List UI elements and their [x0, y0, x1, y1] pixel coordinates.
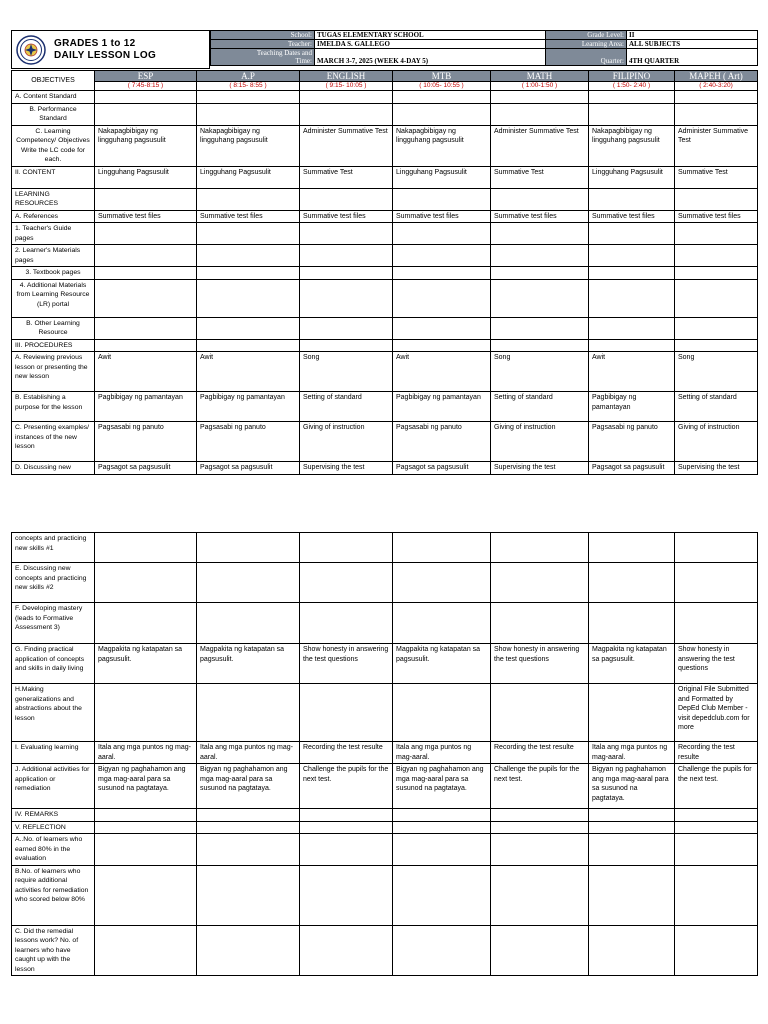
table-cell	[589, 188, 675, 210]
table-cell	[675, 339, 758, 352]
table-cell	[491, 317, 589, 339]
table-cell	[589, 339, 675, 352]
table-cell	[491, 245, 589, 267]
row-label: B. Other Learning Resource	[12, 317, 95, 339]
table-row	[12, 91, 758, 104]
table-cell	[589, 267, 675, 280]
table-cell	[589, 91, 675, 104]
subject-time: ( 1:50- 2:40 )	[589, 82, 675, 91]
table-cell	[675, 533, 758, 563]
table-cell	[393, 533, 491, 563]
table-cell	[491, 563, 589, 603]
subject-name: MTB	[393, 71, 491, 82]
table-cell: Summative test files	[393, 210, 491, 223]
row-label: 1. Teacher's Guide pages	[12, 223, 95, 245]
table-cell: Giving of instruction	[491, 422, 589, 462]
row-label: C. Did the remedial lessons work? No. of learners who have caught up with the lesson	[12, 925, 95, 976]
table-cell: Nakapagbibigay ng lingguhang pagsusulit	[393, 125, 491, 166]
row-label: 2. Learner's Materials pages	[12, 245, 95, 267]
table-cell	[300, 925, 393, 976]
table-row	[12, 563, 758, 603]
table-cell: Supervising the test	[675, 462, 758, 475]
title-grades: GRADES 1 to 12	[54, 38, 136, 49]
row-label: B. Establishing a purpose for the lesson	[12, 392, 95, 422]
title-box	[11, 30, 210, 69]
table-cell	[300, 563, 393, 603]
table-cell: Pagbibigay ng pamantayan	[95, 392, 197, 422]
table-row	[12, 684, 758, 742]
table-cell: Recording the test resulte	[300, 742, 393, 764]
table-row	[12, 644, 758, 684]
table-cell: Summative Test	[675, 166, 758, 188]
table-cell: Summative test files	[589, 210, 675, 223]
table-cell: Awit	[589, 352, 675, 392]
row-label: V. REFLECTION	[12, 821, 95, 834]
subject-time: ( 2:40-3:20)	[675, 82, 758, 91]
table-cell: Magpakita ng katapatan sa pagsusulit.	[393, 644, 491, 684]
table-cell: Setting of standard	[491, 392, 589, 422]
table-cell	[393, 563, 491, 603]
row-label: C. Learning Competency/ Objectives Write the LC code for each.	[12, 125, 95, 166]
table-cell	[95, 339, 197, 352]
table-cell	[197, 245, 300, 267]
grade-label: Grade Level:	[546, 31, 627, 40]
table-cell	[95, 809, 197, 822]
table-cell	[197, 91, 300, 104]
table-cell: Bigyan ng paghahamon ang mga mag-aaral para sa susunod na pagtataya.	[589, 764, 675, 809]
table-cell: Itala ang mga puntos ng mag-aaral.	[589, 742, 675, 764]
table-cell	[393, 317, 491, 339]
table-cell	[300, 603, 393, 644]
subject-time: ( 8:15- 8:55 )	[197, 82, 300, 91]
table-row	[12, 166, 758, 188]
table-row	[12, 279, 758, 317]
table-cell	[95, 103, 197, 125]
teacher-value: IMELDA S. GALLEGO	[315, 40, 546, 49]
table-cell	[300, 865, 393, 925]
subject-time-row	[12, 82, 758, 91]
table-cell	[491, 925, 589, 976]
row-label: F. Developing mastery (leads to Formative Assessment 3)	[12, 603, 95, 644]
dates-label-line2: Time:	[295, 57, 312, 65]
row-label: E. Discussing new concepts and practicing new skills #2	[12, 563, 95, 603]
table-cell	[95, 279, 197, 317]
table-cell	[197, 684, 300, 742]
table-cell: Administer Summative Test	[491, 125, 589, 166]
table-cell	[300, 267, 393, 280]
table-cell: Song	[675, 352, 758, 392]
row-label: concepts and practicing new skills #1	[12, 533, 95, 563]
table-cell	[197, 563, 300, 603]
subject-time: ( 7:45-8:15 )	[95, 82, 197, 91]
table-cell: Magpakita ng katapatan sa pagsusulit.	[95, 644, 197, 684]
table-row	[12, 317, 758, 339]
table-cell: Challenge the pupils for the next test.	[675, 764, 758, 809]
dll-header	[11, 30, 757, 70]
table-cell	[95, 533, 197, 563]
table-cell	[197, 279, 300, 317]
dates-label	[211, 49, 315, 66]
table-cell	[393, 223, 491, 245]
table-cell: Summative test files	[491, 210, 589, 223]
table-cell: Lingguhang Pagsusulit	[393, 166, 491, 188]
table-cell	[589, 603, 675, 644]
subject-time: ( 9:15- 10:05 )	[300, 82, 393, 91]
quarter-value: 4TH QUARTER	[627, 49, 758, 66]
table-cell: Pagsagot sa pagsusulit	[197, 462, 300, 475]
table-cell	[589, 103, 675, 125]
table-cell: Supervising the test	[491, 462, 589, 475]
table-cell	[589, 684, 675, 742]
table-cell: Pagsasabi ng panuto	[393, 422, 491, 462]
page-2	[0, 532, 768, 1024]
table-row	[12, 245, 758, 267]
subject-name: A.P	[197, 71, 300, 82]
table-row	[12, 742, 758, 764]
table-cell	[197, 223, 300, 245]
table-cell: Show honesty in answering the test questions	[491, 644, 589, 684]
table-cell	[589, 279, 675, 317]
table-cell	[491, 834, 589, 866]
subject-time: ( 10:05- 10:55 )	[393, 82, 491, 91]
subject-time: ( 1:00-1:50 )	[491, 82, 589, 91]
area-label: Learning Area:	[546, 40, 627, 49]
table-row	[12, 422, 758, 462]
table-cell	[491, 603, 589, 644]
table-cell	[491, 821, 589, 834]
table-cell	[300, 533, 393, 563]
subject-name: ESP	[95, 71, 197, 82]
table-cell: Challenge the pupils for the next test.	[300, 764, 393, 809]
area-value: ALL SUBJECTS	[627, 40, 758, 49]
table-cell	[300, 103, 393, 125]
table-cell	[675, 188, 758, 210]
table-cell	[197, 533, 300, 563]
table-cell: Lingguhang Pagsusulit	[589, 166, 675, 188]
table-row	[12, 267, 758, 280]
table-cell: Lingguhang Pagsusulit	[95, 166, 197, 188]
table-cell	[675, 279, 758, 317]
table-cell: Summative test files	[300, 210, 393, 223]
table-cell	[675, 925, 758, 976]
table-cell	[95, 267, 197, 280]
table-cell	[95, 317, 197, 339]
table-cell	[393, 103, 491, 125]
table-cell: Original File Submitted and Formatted by DepEd Club Member - visit depedclub.com for more	[675, 684, 758, 742]
table-cell: Awit	[197, 352, 300, 392]
table-cell: Supervising the test	[300, 462, 393, 475]
table-cell: Administer Summative Test	[300, 125, 393, 166]
table-cell	[300, 834, 393, 866]
table-row	[12, 764, 758, 809]
table-cell	[197, 103, 300, 125]
subject-name: MATH	[491, 71, 589, 82]
table-cell: Pagbibigay ng pamantayan	[589, 392, 675, 422]
table-cell: Show honesty in answering the test questions	[300, 644, 393, 684]
row-label: IV. REMARKS	[12, 809, 95, 822]
table-cell	[300, 809, 393, 822]
table-cell	[95, 91, 197, 104]
table-cell	[393, 603, 491, 644]
table-cell: Bigyan ng paghahamon ang mga mag-aaral para sa susunod na pagtataya.	[197, 764, 300, 809]
table-cell: Nakapagbibigay ng lingguhang pagsusulit	[197, 125, 300, 166]
table-cell	[589, 925, 675, 976]
table-cell	[491, 339, 589, 352]
table-cell: Summative test files	[675, 210, 758, 223]
table-row	[12, 865, 758, 925]
subject-name: MAPEH ( Art)	[675, 71, 758, 82]
dates-label-line1: Teaching Dates and	[256, 49, 312, 57]
table-cell: Magpakita ng katapatan sa pagsusulit.	[197, 644, 300, 684]
table-cell	[95, 603, 197, 644]
table-cell	[675, 809, 758, 822]
table-cell	[675, 317, 758, 339]
table-cell	[675, 245, 758, 267]
teacher-label: Teacher:	[211, 40, 315, 49]
table-cell	[491, 684, 589, 742]
table-cell	[589, 317, 675, 339]
table-cell: Giving of instruction	[300, 422, 393, 462]
quarter-label: Quarter:	[546, 49, 627, 66]
table-row	[12, 533, 758, 563]
header-info-table	[210, 30, 758, 66]
table-cell	[300, 339, 393, 352]
row-label: A. Content Standard	[12, 91, 95, 104]
subject-name: ENGLISH	[300, 71, 393, 82]
table-cell	[675, 223, 758, 245]
table-row	[12, 821, 758, 834]
table-cell	[393, 834, 491, 866]
table-cell	[393, 865, 491, 925]
table-cell	[300, 684, 393, 742]
row-label: A. References	[12, 210, 95, 223]
row-label: A..No. of learners who earned 80% in the evaluation	[12, 834, 95, 866]
table-row	[12, 223, 758, 245]
table-cell	[197, 865, 300, 925]
table-cell	[675, 865, 758, 925]
table-cell: Magpakita ng katapatan sa pagsusulit.	[589, 644, 675, 684]
deped-seal-icon	[16, 35, 46, 65]
table-cell: Nakapagbibigay ng lingguhang pagsusulit	[589, 125, 675, 166]
table-cell: Song	[491, 352, 589, 392]
table-cell	[197, 267, 300, 280]
school-label: School:	[211, 31, 315, 40]
row-label: D. Discussing new	[12, 462, 95, 475]
row-label: 4. Additional Materials from Learning Resource (LR) portal	[12, 279, 95, 317]
table-cell: Pagsagot sa pagsusulit	[589, 462, 675, 475]
table-cell	[197, 809, 300, 822]
row-label: LEARNING RESOURCES	[12, 188, 95, 210]
table-cell	[491, 103, 589, 125]
table-cell	[491, 91, 589, 104]
table-cell: Itala ang mga puntos ng mag-aaral.	[95, 742, 197, 764]
table-cell: Summative test files	[95, 210, 197, 223]
row-label: II. CONTENT	[12, 166, 95, 188]
school-value: TUGAS ELEMENTARY SCHOOL	[315, 31, 546, 40]
table-cell	[95, 834, 197, 866]
table-cell	[589, 834, 675, 866]
subject-name: FILIPINO	[589, 71, 675, 82]
table-row	[12, 925, 758, 976]
lesson-table-page2	[11, 532, 758, 976]
page-1	[0, 0, 768, 480]
table-cell	[300, 821, 393, 834]
table-row	[12, 603, 758, 644]
table-cell	[675, 91, 758, 104]
table-cell	[300, 188, 393, 210]
table-row	[12, 210, 758, 223]
table-cell: Lingguhang Pagsusulit	[197, 166, 300, 188]
table-cell: Bigyan ng paghahamon ang mga mag-aaral para sa susunod na pagtataya.	[393, 764, 491, 809]
lesson-table-page1	[11, 70, 758, 475]
table-cell	[300, 279, 393, 317]
row-label: G. Finding practical application of concepts and skills in daily living	[12, 644, 95, 684]
table-cell: Giving of instruction	[675, 422, 758, 462]
table-cell	[197, 925, 300, 976]
table-row	[12, 809, 758, 822]
table-cell	[197, 339, 300, 352]
table-cell	[589, 245, 675, 267]
table-cell: Pagsasabi ng panuto	[95, 422, 197, 462]
row-label: 3. Textbook pages	[12, 267, 95, 280]
table-cell: Administer Summative Test	[675, 125, 758, 166]
table-cell	[95, 223, 197, 245]
row-label: III. PROCEDURES	[12, 339, 95, 352]
row-label: C. Presenting examples/ instances of the new lesson	[12, 422, 95, 462]
row-label: I. Evaluating learning	[12, 742, 95, 764]
table-cell	[300, 245, 393, 267]
table-cell: Pagsagot sa pagsusulit	[95, 462, 197, 475]
table-cell	[197, 821, 300, 834]
table-cell	[589, 809, 675, 822]
table-cell: Summative Test	[491, 166, 589, 188]
table-cell: Nakapagbibigay ng lingguhang pagsusulit	[95, 125, 197, 166]
table-cell	[197, 834, 300, 866]
table-cell	[589, 223, 675, 245]
table-cell: Setting of standard	[300, 392, 393, 422]
table-row	[12, 462, 758, 475]
table-cell	[393, 821, 491, 834]
table-cell	[393, 925, 491, 976]
table-cell: Summative Test	[300, 166, 393, 188]
table-cell: Bigyan ng paghahamon ang mga mag-aaral para sa susunod na pagtataya.	[95, 764, 197, 809]
table-cell	[197, 603, 300, 644]
table-cell	[300, 317, 393, 339]
table-cell	[95, 684, 197, 742]
table-cell	[589, 821, 675, 834]
table-cell	[491, 865, 589, 925]
grade-value: II	[627, 31, 758, 40]
table-cell	[95, 245, 197, 267]
table-row	[12, 125, 758, 166]
table-cell	[491, 267, 589, 280]
table-cell	[589, 563, 675, 603]
table-cell	[675, 834, 758, 866]
table-cell	[675, 563, 758, 603]
table-cell	[393, 245, 491, 267]
table-cell	[491, 188, 589, 210]
table-cell: Pagsasabi ng panuto	[197, 422, 300, 462]
table-cell	[95, 865, 197, 925]
table-cell	[393, 267, 491, 280]
table-cell	[393, 188, 491, 210]
objectives-header: OBJECTIVES	[12, 71, 95, 91]
table-row	[12, 392, 758, 422]
table-cell	[675, 603, 758, 644]
table-cell: Summative test files	[197, 210, 300, 223]
table-cell: Itala ang mga puntos ng mag-aaral.	[393, 742, 491, 764]
row-label: J. Additional activities for application or remediation	[12, 764, 95, 809]
table-cell	[675, 821, 758, 834]
table-cell	[300, 223, 393, 245]
table-cell: Challenge the pupils for the next test.	[491, 764, 589, 809]
table-cell: Pagbibigay ng pamantayan	[393, 392, 491, 422]
table-cell: Pagsagot sa pagsusulit	[393, 462, 491, 475]
table-cell: Pagsasabi ng panuto	[589, 422, 675, 462]
table-cell	[300, 91, 393, 104]
table-cell: Recording the test resulte	[491, 742, 589, 764]
row-label: B.No. of learners who require additional activities for remediation who scored below 80%	[12, 865, 95, 925]
table-cell	[675, 103, 758, 125]
table-cell	[393, 91, 491, 104]
table-row	[12, 188, 758, 210]
table-row	[12, 352, 758, 392]
table-cell	[491, 279, 589, 317]
table-cell	[491, 809, 589, 822]
table-cell	[197, 317, 300, 339]
table-cell	[491, 223, 589, 245]
table-cell: Setting of standard	[675, 392, 758, 422]
table-cell	[393, 279, 491, 317]
row-label: B. Performance Standard	[12, 103, 95, 125]
table-cell: Pagbibigay ng pamantayan	[197, 392, 300, 422]
table-cell	[95, 925, 197, 976]
table-cell	[95, 563, 197, 603]
table-cell: Awit	[95, 352, 197, 392]
table-cell	[675, 267, 758, 280]
table-row	[12, 339, 758, 352]
table-cell	[393, 684, 491, 742]
table-cell	[393, 339, 491, 352]
table-cell	[197, 188, 300, 210]
table-cell: Itala ang mga puntos ng mag-aaral.	[197, 742, 300, 764]
table-cell: Show honesty in answering the test questions	[675, 644, 758, 684]
table-cell	[95, 188, 197, 210]
table-cell	[589, 533, 675, 563]
table-row	[12, 103, 758, 125]
row-label: A. Reviewing previous lesson or presenting the new lesson	[12, 352, 95, 392]
table-cell	[95, 821, 197, 834]
table-cell: Recording the test resulte	[675, 742, 758, 764]
subject-header-row	[12, 71, 758, 82]
title-dll: DAILY LESSON LOG	[54, 50, 157, 61]
table-cell	[393, 809, 491, 822]
row-label: H.Making generalizations and abstractions about the lesson	[12, 684, 95, 742]
table-cell: Awit	[393, 352, 491, 392]
table-row	[12, 834, 758, 866]
table-cell: Song	[300, 352, 393, 392]
table-cell	[491, 533, 589, 563]
dates-value: MARCH 3-7, 2025 (WEEK 4-DAY 5)	[315, 49, 546, 66]
table-cell	[589, 865, 675, 925]
